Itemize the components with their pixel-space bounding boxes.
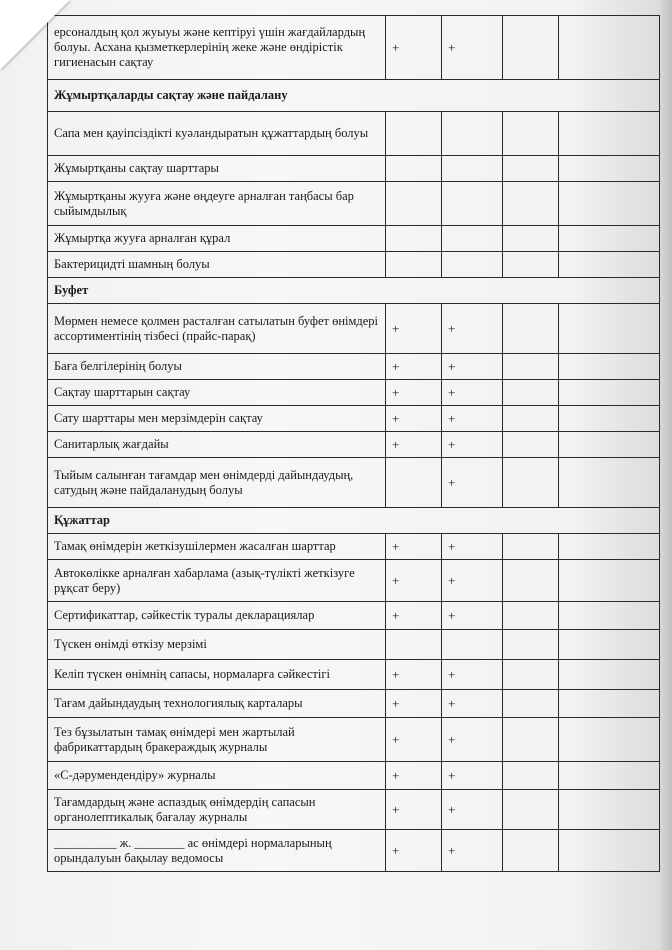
criterion-text: Тамақ өнімдерін жеткізушілермен жасалған шарттар bbox=[48, 534, 386, 560]
mark-cell-2 bbox=[442, 226, 503, 252]
checklist-table bbox=[47, 15, 660, 872]
mark-cell-1: + bbox=[386, 790, 442, 830]
empty-cell bbox=[503, 16, 559, 80]
section-header-row bbox=[48, 80, 660, 112]
empty-cell bbox=[559, 718, 660, 762]
empty-cell bbox=[559, 156, 660, 182]
empty-cell bbox=[503, 112, 559, 156]
criterion-text: Түскен өнімді өткізу мерзімі bbox=[48, 630, 386, 660]
checklist-row bbox=[48, 790, 660, 830]
mark-cell-1: + bbox=[386, 406, 442, 432]
mark-cell-1 bbox=[386, 252, 442, 278]
empty-cell bbox=[503, 182, 559, 226]
mark-cell-2: + bbox=[442, 406, 503, 432]
mark-cell-2: + bbox=[442, 762, 503, 790]
mark-cell-1 bbox=[386, 630, 442, 660]
empty-cell bbox=[559, 602, 660, 630]
mark-cell-1: + bbox=[386, 380, 442, 406]
section-title: Буфет bbox=[48, 278, 660, 304]
criterion-text: Жұмыртқа жууға арналған құрал bbox=[48, 226, 386, 252]
empty-cell bbox=[559, 354, 660, 380]
checklist-row bbox=[48, 182, 660, 226]
mark-cell-1: + bbox=[386, 560, 442, 602]
criterion-text: Сертификаттар, сәйкестік туралы декларациялар bbox=[48, 602, 386, 630]
empty-cell bbox=[559, 252, 660, 278]
empty-cell bbox=[559, 406, 660, 432]
checklist-row bbox=[48, 304, 660, 354]
empty-cell bbox=[503, 304, 559, 354]
checklist-row bbox=[48, 602, 660, 630]
checklist-row bbox=[48, 560, 660, 602]
mark-cell-1 bbox=[386, 112, 442, 156]
mark-cell-1: + bbox=[386, 354, 442, 380]
section-header-row bbox=[48, 508, 660, 534]
empty-cell bbox=[503, 790, 559, 830]
empty-cell bbox=[503, 354, 559, 380]
empty-cell bbox=[559, 226, 660, 252]
checklist-row bbox=[48, 660, 660, 690]
checklist-row bbox=[48, 406, 660, 432]
empty-cell bbox=[503, 690, 559, 718]
criterion-text: Баға белгілерінің болуы bbox=[48, 354, 386, 380]
criterion-text: ерсоналдың қол жуыуы және кептіруі үшін жағдайлардың болуы. Асхана қызметкерлерінің жеке және өндірістік гигиенасын сақтау bbox=[48, 16, 386, 80]
mark-cell-2: + bbox=[442, 790, 503, 830]
checklist-row bbox=[48, 432, 660, 458]
mark-cell-1: + bbox=[386, 762, 442, 790]
criterion-text: Тағам дайындаудың технологиялық карталары bbox=[48, 690, 386, 718]
checklist-row bbox=[48, 830, 660, 872]
checklist-row bbox=[48, 458, 660, 508]
checklist-row bbox=[48, 354, 660, 380]
mark-cell-1: + bbox=[386, 660, 442, 690]
mark-cell-1: + bbox=[386, 534, 442, 560]
mark-cell-2 bbox=[442, 156, 503, 182]
empty-cell bbox=[503, 252, 559, 278]
mark-cell-1: + bbox=[386, 690, 442, 718]
empty-cell bbox=[503, 534, 559, 560]
empty-cell bbox=[503, 830, 559, 872]
empty-cell bbox=[559, 182, 660, 226]
checklist-row bbox=[48, 690, 660, 718]
empty-cell bbox=[559, 660, 660, 690]
criterion-text: Тыйым салынған тағамдар мен өнімдерді дайындаудың, сатудың және пайдаланудың болуы bbox=[48, 458, 386, 508]
mark-cell-1: + bbox=[386, 718, 442, 762]
mark-cell-2: + bbox=[442, 16, 503, 80]
mark-cell-1 bbox=[386, 156, 442, 182]
mark-cell-2: + bbox=[442, 830, 503, 872]
criterion-text: Келіп түскен өнімнің сапасы, нормаларға сәйкестігі bbox=[48, 660, 386, 690]
empty-cell bbox=[559, 16, 660, 80]
empty-cell bbox=[559, 790, 660, 830]
mark-cell-2: + bbox=[442, 718, 503, 762]
empty-cell bbox=[503, 226, 559, 252]
checklist-row bbox=[48, 16, 660, 80]
mark-cell-2 bbox=[442, 182, 503, 226]
empty-cell bbox=[559, 690, 660, 718]
criterion-text: Сапа мен қауіпсіздікті куәландыратын құжаттардың болуы bbox=[48, 112, 386, 156]
criterion-text: Тағамдардың және аспаздық өнімдердің сапасын органолептикалық бағалау журналы bbox=[48, 790, 386, 830]
empty-cell bbox=[503, 432, 559, 458]
checklist-row bbox=[48, 226, 660, 252]
empty-cell bbox=[559, 458, 660, 508]
empty-cell bbox=[503, 660, 559, 690]
mark-cell-2: + bbox=[442, 354, 503, 380]
checklist-row bbox=[48, 762, 660, 790]
checklist-row bbox=[48, 112, 660, 156]
empty-cell bbox=[559, 630, 660, 660]
criterion-text: __________ ж. ________ ас өнімдері нормаларының орындалуын бақылау ведомосы bbox=[48, 830, 386, 872]
empty-cell bbox=[559, 112, 660, 156]
empty-cell bbox=[503, 718, 559, 762]
section-title: Құжаттар bbox=[48, 508, 660, 534]
criterion-text: Бактерицидті шамның болуы bbox=[48, 252, 386, 278]
criterion-text: Жұмыртқаны сақтау шарттары bbox=[48, 156, 386, 182]
criterion-text: Жұмыртқаны жууға және өңдеуге арналған таңбасы бар сыйымдылық bbox=[48, 182, 386, 226]
mark-cell-1: + bbox=[386, 304, 442, 354]
empty-cell bbox=[503, 380, 559, 406]
mark-cell-1: + bbox=[386, 16, 442, 80]
mark-cell-2: + bbox=[442, 458, 503, 508]
criterion-text: «С-дәрумендендіру» журналы bbox=[48, 762, 386, 790]
mark-cell-1 bbox=[386, 226, 442, 252]
empty-cell bbox=[503, 602, 559, 630]
empty-cell bbox=[559, 762, 660, 790]
empty-cell bbox=[503, 630, 559, 660]
section-header-row bbox=[48, 278, 660, 304]
mark-cell-1: + bbox=[386, 602, 442, 630]
empty-cell bbox=[503, 560, 559, 602]
page-edge-shadow bbox=[658, 0, 672, 950]
mark-cell-1 bbox=[386, 458, 442, 508]
checklist-row bbox=[48, 252, 660, 278]
checklist-body bbox=[48, 16, 660, 872]
mark-cell-2: + bbox=[442, 432, 503, 458]
empty-cell bbox=[503, 156, 559, 182]
checklist-row bbox=[48, 718, 660, 762]
empty-cell bbox=[559, 304, 660, 354]
checklist-row bbox=[48, 630, 660, 660]
empty-cell bbox=[559, 830, 660, 872]
mark-cell-1: + bbox=[386, 432, 442, 458]
criterion-text: Мөрмен немесе қолмен расталған сатылатын буфет өнімдері ассортиментінің тізбесі (прайс-парақ) bbox=[48, 304, 386, 354]
criterion-text: Тез бұзылатын тамақ өнімдері мен жартылай фабрикаттардың бракераждық журналы bbox=[48, 718, 386, 762]
criterion-text: Сақтау шарттарын сақтау bbox=[48, 380, 386, 406]
empty-cell bbox=[503, 406, 559, 432]
mark-cell-1: + bbox=[386, 830, 442, 872]
empty-cell bbox=[559, 380, 660, 406]
section-title: Жұмыртқаларды сақтау және пайдалану bbox=[48, 80, 660, 112]
mark-cell-2: + bbox=[442, 602, 503, 630]
mark-cell-2: + bbox=[442, 690, 503, 718]
folded-corner bbox=[0, 0, 70, 70]
mark-cell-2: + bbox=[442, 660, 503, 690]
empty-cell bbox=[559, 534, 660, 560]
checklist-row bbox=[48, 380, 660, 406]
criterion-text: Санитарлық жағдайы bbox=[48, 432, 386, 458]
empty-cell bbox=[503, 762, 559, 790]
checklist-row bbox=[48, 156, 660, 182]
mark-cell-2: + bbox=[442, 380, 503, 406]
mark-cell-2 bbox=[442, 112, 503, 156]
mark-cell-2: + bbox=[442, 560, 503, 602]
criterion-text: Сату шарттары мен мерзімдерін сақтау bbox=[48, 406, 386, 432]
criterion-text: Автокөлікке арналған хабарлама (азық-түлікті жеткізуге рұқсат беру) bbox=[48, 560, 386, 602]
mark-cell-2 bbox=[442, 252, 503, 278]
mark-cell-1 bbox=[386, 182, 442, 226]
mark-cell-2: + bbox=[442, 534, 503, 560]
empty-cell bbox=[503, 458, 559, 508]
empty-cell bbox=[559, 432, 660, 458]
empty-cell bbox=[559, 560, 660, 602]
checklist-row bbox=[48, 534, 660, 560]
mark-cell-2: + bbox=[442, 304, 503, 354]
mark-cell-2 bbox=[442, 630, 503, 660]
